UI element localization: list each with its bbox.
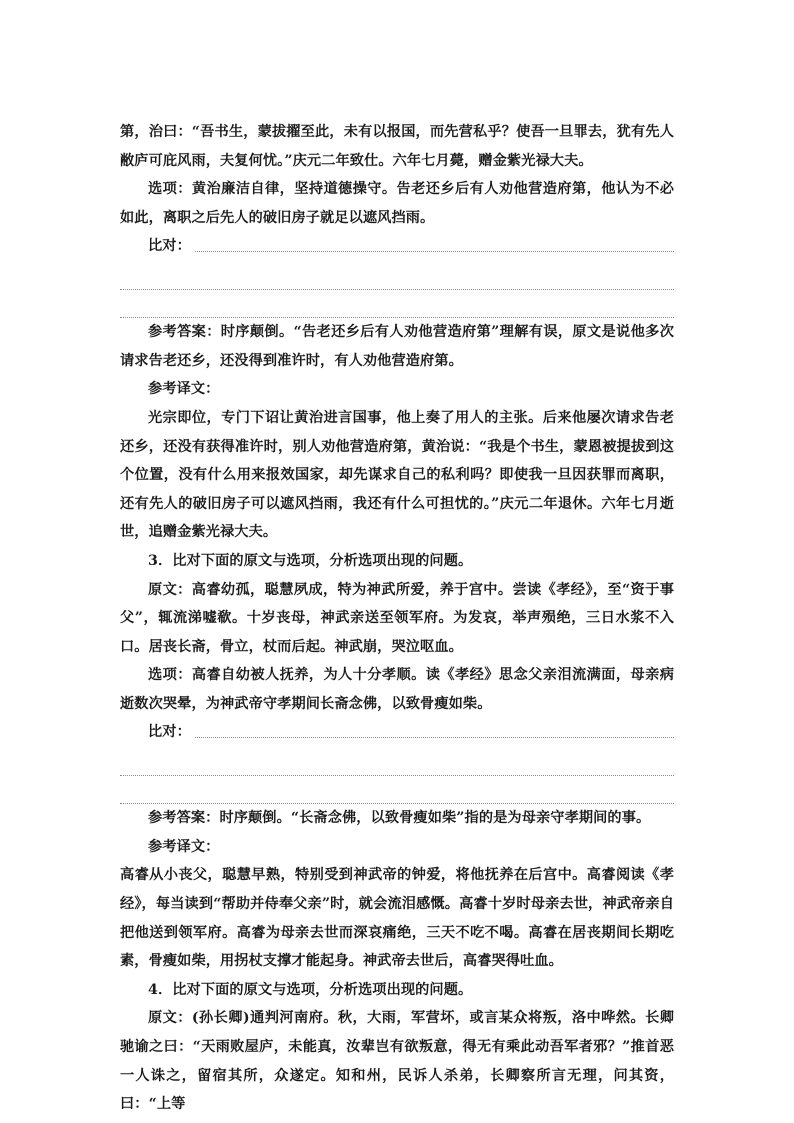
compare-label: 比对：: [148, 724, 191, 741]
translation-3: 高睿从小丧父，聪慧早熟，特别受到神武帝的钟爱，将他抚养在后宫中。高睿阅读《孝经》，每当读到“帮助并侍奉父亲”时，就会流泪感慨。高睿十岁时母亲去世，神武帝亲自把他送到领军府。高睿为母亲去世而深哀痛绝，三天不吃不喝。高睿在居丧期间长期吃素，骨瘦如柴，用拐杖支撑才能起身。神武帝去世后，高睿哭得吐血。: [120, 867, 674, 970]
answer-1: 参考答案：时序颠倒。“告老还乡后有人劝他营造府第”理解有误，原文是说他多次请求告老还乡，还没得到准许时，有人劝他营造府第。: [120, 324, 674, 369]
translation-label: 参考译文：: [148, 381, 220, 398]
answer-blank[interactable]: [120, 290, 674, 319]
option-3: 选项：高睿自幼被人抚养，为人十分孝顺。读《孝经》思念父亲泪流满面，母亲病逝数次哭晕，为神武帝守孝期间长斋念佛，以致骨瘦如柴。: [120, 667, 674, 712]
question-3: 3．比对下面的原文与选项，分析选项出现的问题。: [148, 552, 473, 569]
document-page: [120, 118, 674, 1119]
translation-1: 光宗即位，专门下诏让黄治进言国事，他上奏了用人的主张。后来他屡次请求告老还乡，还没有获得准许时，别人劝他营造府第，黄治说：“我是个书生，蒙恩被提拔到这个位置，没有什么用来报效国家，却先谋求自己的私利吗？即使我一旦因获罪而离职，还有先人的破旧房子可以遮风挡雨，我还有什么可担忧的。”庆元二年退休。六年七月逝世，追赠金紫光禄大夫。: [120, 409, 674, 541]
compare-line-3: [120, 718, 674, 747]
answer-blank[interactable]: [195, 718, 674, 738]
answer-blank[interactable]: [195, 232, 674, 252]
compare-line-1: [120, 232, 674, 261]
answer-blank[interactable]: [120, 776, 674, 805]
translation-label: 参考译文：: [148, 838, 220, 855]
answer-3: 参考答案：时序颠倒。“长斋念佛，以致骨瘦如柴”指的是为母亲守孝期间的事。: [148, 810, 651, 827]
answer-blank[interactable]: [120, 261, 674, 290]
original-4: 原文：(孙长卿)通判河南府。秋，大雨，军营坏，或言某众将叛，洛中哗然。长卿驰谕之曰：“天雨败屋庐，未能真，汝辈岂有欲叛意，得无有乘此动吾军者邪？”推首恶一人诛之，留宿其所，众遂定。知和州，民诉人杀弟，长卿察所言无理，问其资，曰：“上等: [120, 1010, 674, 1113]
answer-blank[interactable]: [120, 747, 674, 776]
option-1: 选项：黄治廉洁自律，坚持道德操守。告老还乡后有人劝他营造府第，他认为不必如此，离职之后先人的破旧房子就足以遮风挡雨。: [120, 181, 674, 226]
original-3: 原文：高睿幼孤，聪慧夙成，特为神武所爱，养于宫中。尝读《孝经》，至“资于事父”，辄流涕嘘欷。十岁丧母，神武亲送至领军府。为发哀，举声殒绝，三日水浆不入口。居丧长斋，骨立，杖而后起。神武崩，哭泣呕血。: [120, 581, 674, 655]
compare-label: 比对：: [148, 238, 191, 255]
question-4: 4．比对下面的原文与选项，分析选项出现的问题。: [148, 981, 473, 998]
passage-continuation: 第，治曰：“吾书生，蒙拔擢至此，未有以报国，而先营私乎？使吾一旦罪去，犹有先人敝庐可庇风雨，夫复何忧。”庆元二年致仕。六年七月薨，赠金紫光禄大夫。: [120, 124, 674, 169]
